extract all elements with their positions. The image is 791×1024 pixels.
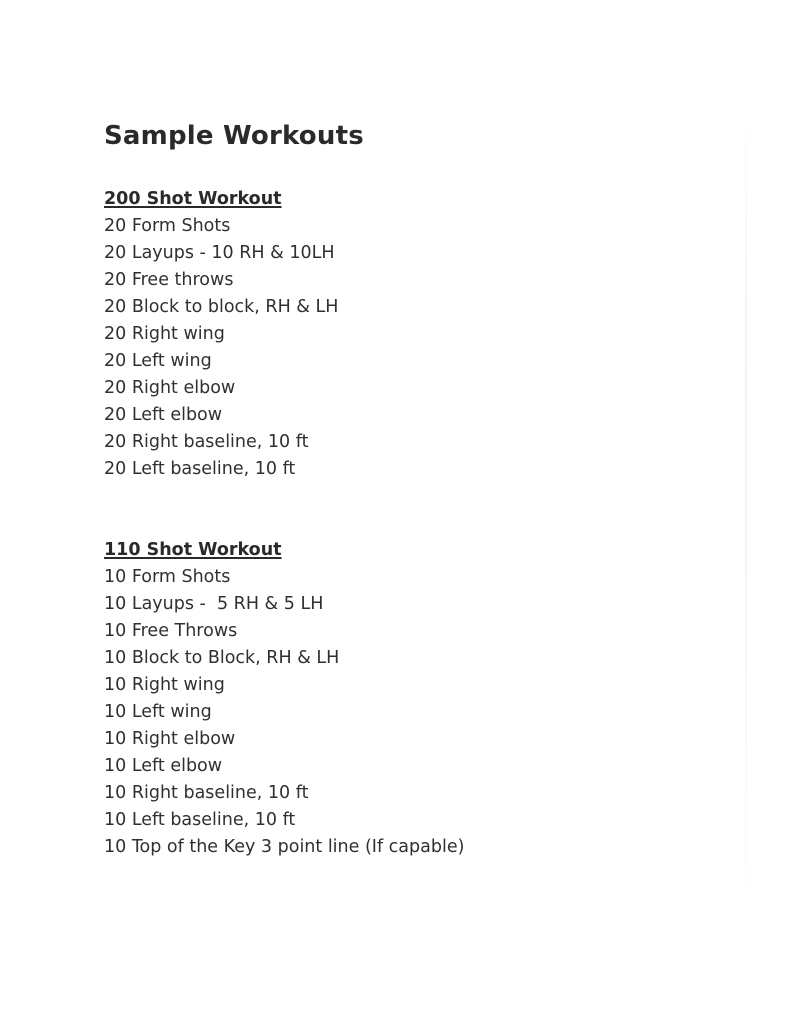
- list-item: 20 Block to block, RH & LH: [104, 297, 339, 317]
- list-item: 10 Top of the Key 3 point line (If capable): [104, 837, 465, 857]
- section-heading: 200 Shot Workout: [104, 189, 282, 209]
- list-item: 20 Layups - 10 RH & 10LH: [104, 243, 335, 263]
- list-item: 20 Left elbow: [104, 405, 223, 425]
- workout-section-110: [104, 537, 464, 861]
- list-item: 20 Right elbow: [104, 378, 236, 398]
- list-item: 10 Layups - 5 RH & 5 LH: [104, 594, 324, 614]
- list-item: 10 Left elbow: [104, 756, 223, 776]
- list-item: 20 Free throws: [104, 270, 234, 290]
- list-item: 20 Right baseline, 10 ft: [104, 432, 309, 452]
- list-item: 10 Right baseline, 10 ft: [104, 783, 309, 803]
- list-item: 10 Left wing: [104, 702, 212, 722]
- workout-list: [104, 564, 464, 861]
- page-title: Sample Workouts: [104, 121, 364, 151]
- list-item: 20 Left baseline, 10 ft: [104, 459, 296, 479]
- list-item: 10 Left baseline, 10 ft: [104, 810, 296, 830]
- scan-edge-shadow: [745, 90, 747, 950]
- list-item: 10 Right wing: [104, 675, 225, 695]
- list-item: 10 Block to Block, RH & LH: [104, 648, 340, 668]
- section-heading: 110 Shot Workout: [104, 540, 282, 560]
- list-item: 10 Right elbow: [104, 729, 236, 749]
- list-item: 10 Form Shots: [104, 567, 231, 587]
- list-item: 20 Left wing: [104, 351, 212, 371]
- workout-list: [104, 213, 338, 483]
- list-item: 20 Form Shots: [104, 216, 231, 236]
- workout-section-200: [104, 186, 338, 483]
- list-item: 20 Right wing: [104, 324, 225, 344]
- list-item: 10 Free Throws: [104, 621, 238, 641]
